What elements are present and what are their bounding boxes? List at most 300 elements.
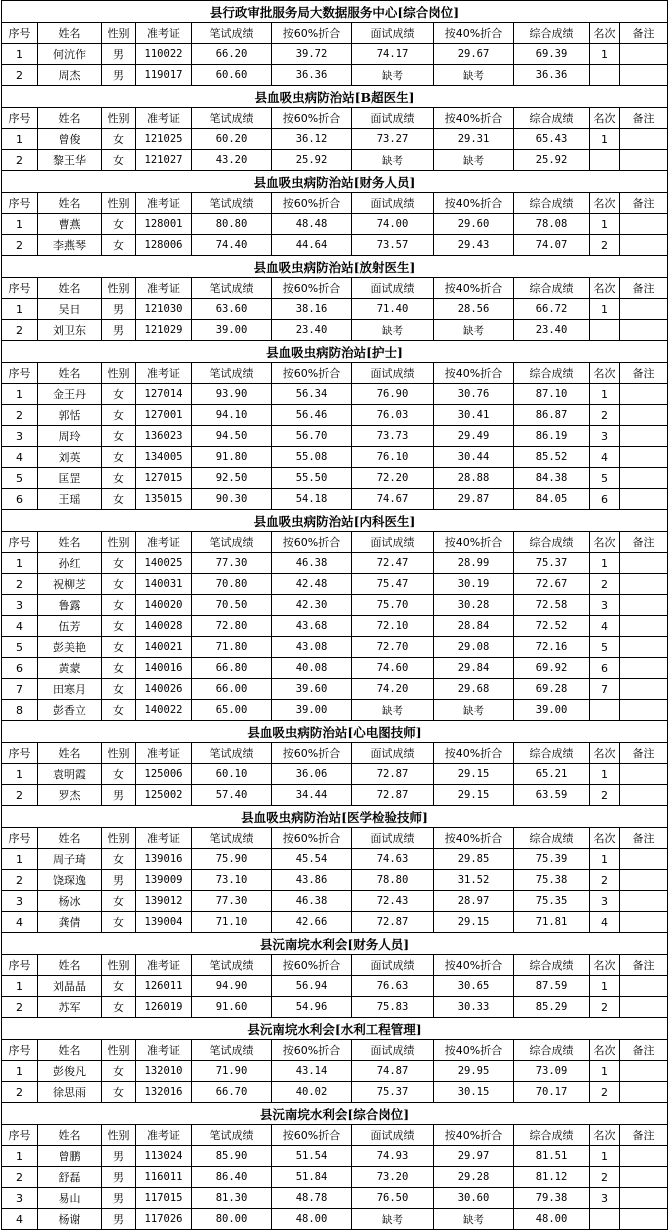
cell-rank: 1 <box>590 764 620 785</box>
column-header-rank: 名次 <box>590 955 620 976</box>
cell-name: 黎王华 <box>38 150 102 171</box>
cell-total-score: 85.29 <box>514 997 590 1018</box>
column-header-interview-score: 面试成绩 <box>352 1125 434 1146</box>
cell-gender: 女 <box>102 405 136 426</box>
cell-index: 4 <box>2 912 38 933</box>
cell-exam-id: 136023 <box>136 426 192 447</box>
cell-interview-40pct: 29.95 <box>434 1061 514 1082</box>
cell-written-score: 77.30 <box>192 891 272 912</box>
cell-interview-score: 76.90 <box>352 384 434 405</box>
cell-written-60pct: 23.40 <box>272 320 352 341</box>
cell-written-score: 60.20 <box>192 129 272 150</box>
column-header-written-score: 笔试成绩 <box>192 743 272 764</box>
column-header-remark: 备注 <box>620 1125 668 1146</box>
cell-written-score: 94.10 <box>192 405 272 426</box>
column-header-gender: 性别 <box>102 23 136 44</box>
column-header-total-score: 综合成绩 <box>514 743 590 764</box>
cell-written-score: 66.00 <box>192 679 272 700</box>
column-header-rank: 名次 <box>590 828 620 849</box>
cell-written-score: 74.40 <box>192 235 272 256</box>
cell-exam-id: 127001 <box>136 405 192 426</box>
section-title: 县行政审批服务局大数据服务中心[综合岗位] <box>2 1 668 23</box>
table-row <box>2 299 668 320</box>
cell-index: 1 <box>2 849 38 870</box>
column-header-remark: 备注 <box>620 108 668 129</box>
cell-name: 舒磊 <box>38 1167 102 1188</box>
cell-written-score: 60.10 <box>192 764 272 785</box>
cell-interview-40pct: 29.85 <box>434 849 514 870</box>
cell-interview-40pct: 29.08 <box>434 637 514 658</box>
cell-remark <box>620 384 668 405</box>
column-header-written-60pct: 按60%折合 <box>272 1040 352 1061</box>
cell-interview-40pct: 缺考 <box>434 150 514 171</box>
cell-written-60pct: 56.34 <box>272 384 352 405</box>
cell-written-60pct: 55.08 <box>272 447 352 468</box>
section-title: 县血吸虫病防治站[内科医生] <box>2 510 668 532</box>
cell-gender: 男 <box>102 1146 136 1167</box>
cell-gender: 女 <box>102 764 136 785</box>
cell-gender: 男 <box>102 65 136 86</box>
cell-exam-id: 139009 <box>136 870 192 891</box>
cell-gender: 女 <box>102 997 136 1018</box>
cell-remark <box>620 468 668 489</box>
cell-interview-score: 73.20 <box>352 1167 434 1188</box>
cell-written-60pct: 25.92 <box>272 150 352 171</box>
cell-interview-score: 72.87 <box>352 764 434 785</box>
cell-total-score: 66.72 <box>514 299 590 320</box>
column-header-written-score: 笔试成绩 <box>192 193 272 214</box>
cell-written-60pct: 42.66 <box>272 912 352 933</box>
column-header-name: 姓名 <box>38 23 102 44</box>
cell-rank: 1 <box>590 129 620 150</box>
table-row <box>2 44 668 65</box>
header-row <box>2 278 668 299</box>
cell-gender: 女 <box>102 976 136 997</box>
table-row <box>2 468 668 489</box>
table-row <box>2 574 668 595</box>
cell-rank: 4 <box>590 912 620 933</box>
cell-gender: 女 <box>102 595 136 616</box>
cell-remark <box>620 700 668 721</box>
table-row <box>2 658 668 679</box>
cell-written-score: 92.50 <box>192 468 272 489</box>
cell-total-score: 87.59 <box>514 976 590 997</box>
column-header-written-60pct: 按60%折合 <box>272 363 352 384</box>
cell-exam-id: 128001 <box>136 214 192 235</box>
column-header-written-60pct: 按60%折合 <box>272 193 352 214</box>
cell-written-60pct: 34.44 <box>272 785 352 806</box>
cell-name: 王瑶 <box>38 489 102 510</box>
cell-index: 1 <box>2 1146 38 1167</box>
cell-total-score: 79.38 <box>514 1188 590 1209</box>
cell-exam-id: 127015 <box>136 468 192 489</box>
cell-name: 黄蒙 <box>38 658 102 679</box>
cell-exam-id: 132016 <box>136 1082 192 1103</box>
cell-exam-id: 140021 <box>136 637 192 658</box>
cell-rank: 2 <box>590 574 620 595</box>
section-title: 县血吸虫病防治站[心电图技师] <box>2 721 668 743</box>
header-row <box>2 193 668 214</box>
cell-remark <box>620 870 668 891</box>
column-header-rank: 名次 <box>590 278 620 299</box>
cell-name: 金王丹 <box>38 384 102 405</box>
header-row <box>2 108 668 129</box>
column-header-exam-id: 准考证 <box>136 1040 192 1061</box>
section-title: 县血吸虫病防治站[放射医生] <box>2 256 668 278</box>
column-header-written-score: 笔试成绩 <box>192 955 272 976</box>
cell-index: 2 <box>2 150 38 171</box>
column-header-rank: 名次 <box>590 108 620 129</box>
cell-remark <box>620 574 668 595</box>
cell-interview-score: 73.57 <box>352 235 434 256</box>
cell-rank: 6 <box>590 658 620 679</box>
cell-interview-score: 74.60 <box>352 658 434 679</box>
cell-name: 李燕琴 <box>38 235 102 256</box>
cell-index: 7 <box>2 679 38 700</box>
cell-total-score: 65.21 <box>514 764 590 785</box>
cell-written-60pct: 56.70 <box>272 426 352 447</box>
cell-written-60pct: 42.48 <box>272 574 352 595</box>
header-row <box>2 23 668 44</box>
cell-written-score: 72.80 <box>192 616 272 637</box>
cell-index: 3 <box>2 1188 38 1209</box>
cell-index: 1 <box>2 976 38 997</box>
cell-interview-score: 缺考 <box>352 320 434 341</box>
cell-written-score: 70.50 <box>192 595 272 616</box>
column-header-name: 姓名 <box>38 108 102 129</box>
cell-exam-id: 135015 <box>136 489 192 510</box>
table-row <box>2 912 668 933</box>
column-header-remark: 备注 <box>620 955 668 976</box>
table-row <box>2 700 668 721</box>
cell-written-score: 85.90 <box>192 1146 272 1167</box>
cell-written-60pct: 43.14 <box>272 1061 352 1082</box>
cell-written-score: 57.40 <box>192 785 272 806</box>
section-title: 县沅南垸水利会[综合岗位] <box>2 1103 668 1125</box>
cell-written-60pct: 48.78 <box>272 1188 352 1209</box>
column-header-total-score: 综合成绩 <box>514 363 590 384</box>
cell-name: 刘英 <box>38 447 102 468</box>
column-header-exam-id: 准考证 <box>136 532 192 553</box>
cell-gender: 女 <box>102 891 136 912</box>
header-row <box>2 363 668 384</box>
cell-exam-id: 139012 <box>136 891 192 912</box>
cell-interview-score: 72.20 <box>352 468 434 489</box>
column-header-index: 序号 <box>2 1125 38 1146</box>
section-title-row <box>2 806 668 828</box>
cell-written-60pct: 42.30 <box>272 595 352 616</box>
column-header-name: 姓名 <box>38 743 102 764</box>
cell-index: 3 <box>2 891 38 912</box>
cell-exam-id: 139016 <box>136 849 192 870</box>
column-header-interview-40pct: 按40%折合 <box>434 1125 514 1146</box>
table-row <box>2 129 668 150</box>
cell-name: 周杰 <box>38 65 102 86</box>
cell-rank: 5 <box>590 468 620 489</box>
cell-total-score: 75.37 <box>514 553 590 574</box>
column-header-interview-score: 面试成绩 <box>352 532 434 553</box>
cell-gender: 女 <box>102 150 136 171</box>
cell-remark <box>620 214 668 235</box>
cell-index: 2 <box>2 785 38 806</box>
cell-gender: 女 <box>102 1082 136 1103</box>
section-title: 县沅南垸水利会[财务人员] <box>2 933 668 955</box>
column-header-written-60pct: 按60%折合 <box>272 108 352 129</box>
cell-name: 苏军 <box>38 997 102 1018</box>
column-header-written-60pct: 按60%折合 <box>272 955 352 976</box>
cell-rank: 1 <box>590 1146 620 1167</box>
cell-gender: 女 <box>102 468 136 489</box>
cell-written-60pct: 51.54 <box>272 1146 352 1167</box>
column-header-interview-40pct: 按40%折合 <box>434 108 514 129</box>
cell-written-score: 71.10 <box>192 912 272 933</box>
cell-exam-id: 117015 <box>136 1188 192 1209</box>
cell-total-score: 75.38 <box>514 870 590 891</box>
cell-interview-40pct: 29.43 <box>434 235 514 256</box>
table-row <box>2 320 668 341</box>
cell-remark <box>620 658 668 679</box>
table-row <box>2 1146 668 1167</box>
cell-interview-score: 74.17 <box>352 44 434 65</box>
cell-interview-score: 75.70 <box>352 595 434 616</box>
cell-name: 周子琦 <box>38 849 102 870</box>
cell-index: 1 <box>2 214 38 235</box>
cell-total-score: 75.39 <box>514 849 590 870</box>
column-header-remark: 备注 <box>620 743 668 764</box>
cell-index: 1 <box>2 384 38 405</box>
cell-interview-40pct: 30.76 <box>434 384 514 405</box>
column-header-interview-40pct: 按40%折合 <box>434 193 514 214</box>
column-header-exam-id: 准考证 <box>136 1125 192 1146</box>
cell-total-score: 85.52 <box>514 447 590 468</box>
cell-written-60pct: 39.00 <box>272 700 352 721</box>
cell-interview-40pct: 29.15 <box>434 764 514 785</box>
table-row <box>2 405 668 426</box>
cell-interview-score: 72.70 <box>352 637 434 658</box>
cell-interview-40pct: 29.84 <box>434 658 514 679</box>
cell-interview-40pct: 30.33 <box>434 997 514 1018</box>
cell-index: 4 <box>2 616 38 637</box>
column-header-name: 姓名 <box>38 955 102 976</box>
column-header-interview-score: 面试成绩 <box>352 955 434 976</box>
column-header-exam-id: 准考证 <box>136 23 192 44</box>
column-header-total-score: 综合成绩 <box>514 108 590 129</box>
column-header-name: 姓名 <box>38 278 102 299</box>
cell-remark <box>620 150 668 171</box>
cell-total-score: 65.43 <box>514 129 590 150</box>
cell-exam-id: 125002 <box>136 785 192 806</box>
column-header-remark: 备注 <box>620 193 668 214</box>
cell-written-60pct: 44.64 <box>272 235 352 256</box>
cell-interview-40pct: 29.15 <box>434 912 514 933</box>
table-row <box>2 849 668 870</box>
column-header-interview-40pct: 按40%折合 <box>434 743 514 764</box>
cell-rank: 1 <box>590 1061 620 1082</box>
cell-interview-40pct: 28.88 <box>434 468 514 489</box>
cell-written-score: 63.60 <box>192 299 272 320</box>
column-header-written-score: 笔试成绩 <box>192 363 272 384</box>
cell-index: 2 <box>2 997 38 1018</box>
table-row <box>2 235 668 256</box>
cell-name: 郭恬 <box>38 405 102 426</box>
cell-index: 1 <box>2 764 38 785</box>
cell-index: 1 <box>2 1061 38 1082</box>
score-sheet <box>1 0 655 1230</box>
cell-exam-id: 132010 <box>136 1061 192 1082</box>
column-header-exam-id: 准考证 <box>136 955 192 976</box>
cell-interview-40pct: 30.65 <box>434 976 514 997</box>
table-row <box>2 447 668 468</box>
column-header-rank: 名次 <box>590 363 620 384</box>
cell-index: 2 <box>2 574 38 595</box>
section-title-row <box>2 1103 668 1125</box>
cell-exam-id: 140022 <box>136 700 192 721</box>
cell-total-score: 72.16 <box>514 637 590 658</box>
cell-remark <box>620 405 668 426</box>
column-header-gender: 性别 <box>102 193 136 214</box>
cell-gender: 女 <box>102 235 136 256</box>
cell-index: 1 <box>2 553 38 574</box>
section-title-row <box>2 1 668 23</box>
column-header-written-60pct: 按60%折合 <box>272 278 352 299</box>
cell-total-score: 69.39 <box>514 44 590 65</box>
cell-interview-score: 缺考 <box>352 700 434 721</box>
cell-name: 易山 <box>38 1188 102 1209</box>
cell-index: 2 <box>2 405 38 426</box>
cell-written-60pct: 39.60 <box>272 679 352 700</box>
cell-written-score: 70.80 <box>192 574 272 595</box>
column-header-interview-score: 面试成绩 <box>352 1040 434 1061</box>
column-header-written-score: 笔试成绩 <box>192 532 272 553</box>
column-header-interview-score: 面试成绩 <box>352 193 434 214</box>
cell-interview-score: 76.63 <box>352 976 434 997</box>
column-header-rank: 名次 <box>590 1125 620 1146</box>
table-row <box>2 997 668 1018</box>
cell-interview-score: 缺考 <box>352 150 434 171</box>
cell-total-score: 25.92 <box>514 150 590 171</box>
cell-written-60pct: 36.06 <box>272 764 352 785</box>
cell-name: 彭美艳 <box>38 637 102 658</box>
cell-index: 1 <box>2 129 38 150</box>
cell-written-score: 65.00 <box>192 700 272 721</box>
cell-written-score: 91.80 <box>192 447 272 468</box>
cell-interview-score: 74.63 <box>352 849 434 870</box>
column-header-total-score: 综合成绩 <box>514 193 590 214</box>
column-header-index: 序号 <box>2 23 38 44</box>
cell-rank: 3 <box>590 891 620 912</box>
cell-interview-40pct: 缺考 <box>434 700 514 721</box>
column-header-index: 序号 <box>2 828 38 849</box>
cell-remark <box>620 912 668 933</box>
cell-interview-40pct: 28.84 <box>434 616 514 637</box>
cell-interview-40pct: 29.49 <box>434 426 514 447</box>
column-header-interview-score: 面试成绩 <box>352 108 434 129</box>
cell-written-60pct: 48.00 <box>272 1209 352 1230</box>
cell-written-60pct: 38.16 <box>272 299 352 320</box>
cell-exam-id: 128006 <box>136 235 192 256</box>
column-header-exam-id: 准考证 <box>136 828 192 849</box>
cell-index: 4 <box>2 1209 38 1230</box>
cell-rank: 4 <box>590 616 620 637</box>
cell-name: 徐思雨 <box>38 1082 102 1103</box>
column-header-index: 序号 <box>2 108 38 129</box>
cell-index: 3 <box>2 595 38 616</box>
cell-interview-score: 72.87 <box>352 785 434 806</box>
column-header-interview-40pct: 按40%折合 <box>434 23 514 44</box>
cell-remark <box>620 616 668 637</box>
cell-gender: 男 <box>102 1209 136 1230</box>
cell-gender: 男 <box>102 44 136 65</box>
cell-gender: 女 <box>102 447 136 468</box>
table-row <box>2 616 668 637</box>
cell-exam-id: 140028 <box>136 616 192 637</box>
cell-gender: 女 <box>102 489 136 510</box>
cell-rank: 1 <box>590 553 620 574</box>
cell-gender: 女 <box>102 679 136 700</box>
cell-gender: 女 <box>102 426 136 447</box>
table-row <box>2 65 668 86</box>
cell-written-score: 80.00 <box>192 1209 272 1230</box>
cell-interview-score: 72.43 <box>352 891 434 912</box>
cell-index: 8 <box>2 700 38 721</box>
cell-total-score: 84.38 <box>514 468 590 489</box>
cell-name: 彭香立 <box>38 700 102 721</box>
column-header-exam-id: 准考证 <box>136 363 192 384</box>
cell-index: 2 <box>2 320 38 341</box>
cell-exam-id: 125006 <box>136 764 192 785</box>
cell-total-score: 78.08 <box>514 214 590 235</box>
cell-interview-40pct: 29.28 <box>434 1167 514 1188</box>
cell-rank: 1 <box>590 849 620 870</box>
cell-name: 匡罡 <box>38 468 102 489</box>
cell-name: 孙红 <box>38 553 102 574</box>
table-row <box>2 976 668 997</box>
header-row <box>2 1125 668 1146</box>
cell-written-60pct: 43.86 <box>272 870 352 891</box>
section-title-row <box>2 510 668 532</box>
cell-name: 龚倩 <box>38 912 102 933</box>
column-header-name: 姓名 <box>38 1125 102 1146</box>
cell-written-score: 91.60 <box>192 997 272 1018</box>
cell-interview-score: 73.73 <box>352 426 434 447</box>
column-header-interview-score: 面试成绩 <box>352 278 434 299</box>
column-header-total-score: 综合成绩 <box>514 23 590 44</box>
header-row <box>2 955 668 976</box>
cell-written-60pct: 46.38 <box>272 891 352 912</box>
column-header-remark: 备注 <box>620 278 668 299</box>
cell-written-score: 66.70 <box>192 1082 272 1103</box>
cell-total-score: 86.19 <box>514 426 590 447</box>
column-header-index: 序号 <box>2 955 38 976</box>
cell-index: 2 <box>2 235 38 256</box>
section-title: 县沅南垸水利会[水利工程管理] <box>2 1018 668 1040</box>
column-header-index: 序号 <box>2 743 38 764</box>
cell-interview-40pct: 缺考 <box>434 320 514 341</box>
cell-interview-40pct: 29.31 <box>434 129 514 150</box>
cell-remark <box>620 447 668 468</box>
cell-interview-score: 74.20 <box>352 679 434 700</box>
cell-rank: 3 <box>590 426 620 447</box>
cell-name: 吴日 <box>38 299 102 320</box>
cell-written-score: 93.90 <box>192 384 272 405</box>
cell-rank: 3 <box>590 1188 620 1209</box>
column-header-interview-score: 面试成绩 <box>352 23 434 44</box>
column-header-exam-id: 准考证 <box>136 278 192 299</box>
column-header-interview-40pct: 按40%折合 <box>434 955 514 976</box>
cell-interview-40pct: 28.97 <box>434 891 514 912</box>
cell-written-60pct: 43.08 <box>272 637 352 658</box>
column-header-written-60pct: 按60%折合 <box>272 23 352 44</box>
